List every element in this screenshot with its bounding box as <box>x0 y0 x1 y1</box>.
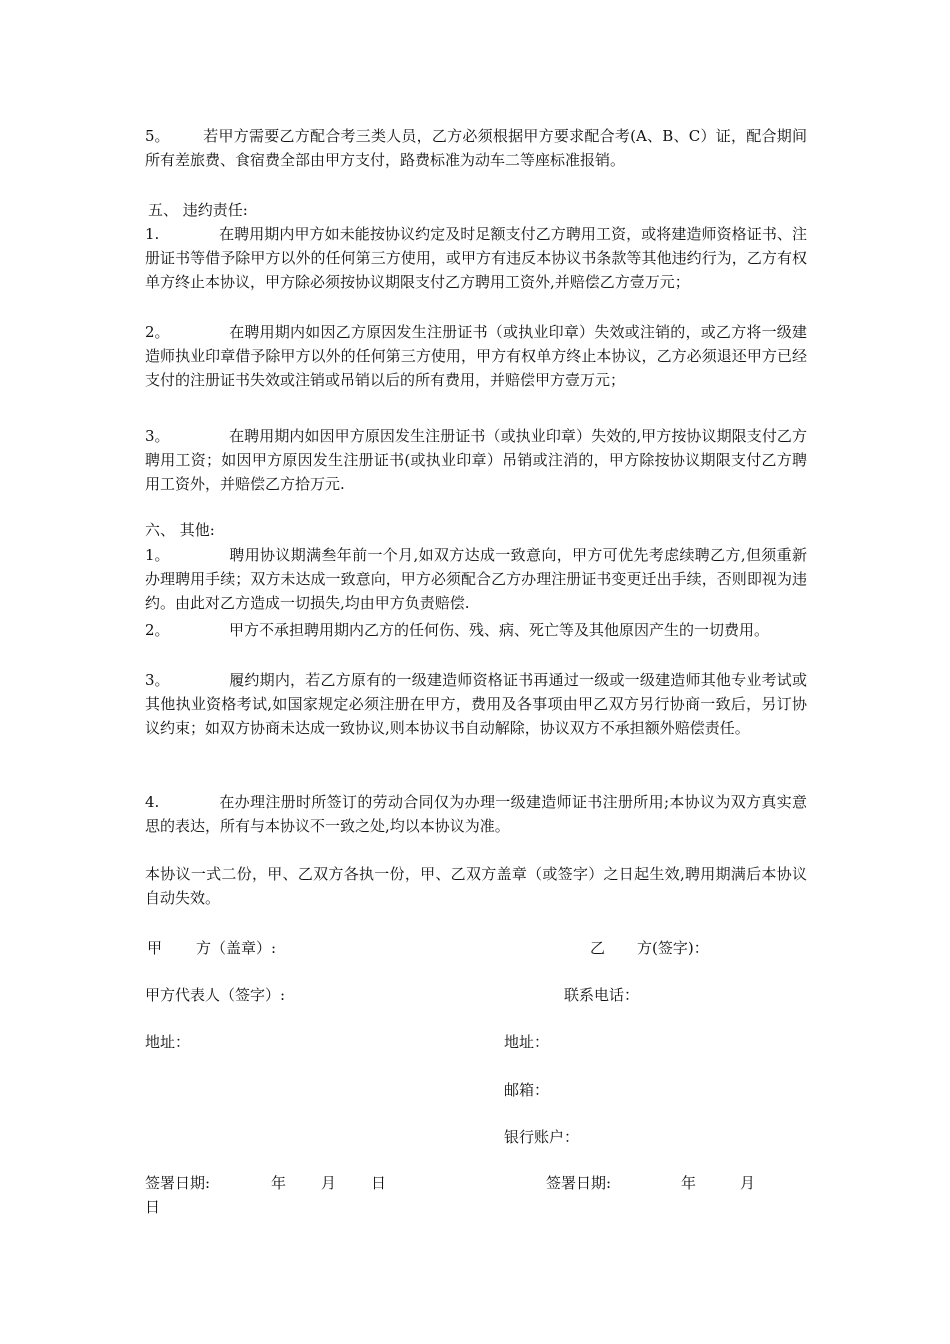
party-a-label <box>147 936 276 960</box>
address-label-a: 地址： <box>145 1033 191 1051</box>
item-text: 履约期内，若乙方原有的一级建造师资格证书再通过一级或一级建造师其他专业考试或其他执业资格考试,如国家规定必须注册在甲方，费用及各事项由甲乙双方另行协商一致后，另订协议约束；如双方协商未达成一致协议,则本协议书自动解除，协议双方不承担额外赔偿责任。 <box>145 671 807 737</box>
sign-date-label-b: 签署日期: <box>546 1174 612 1192</box>
item-text: 在办理注册时所签订的劳动合同仅为办理一级建造师证书注册所用;本协议为双方真实意思的表达，所有与本协议不一致之处,均以本协议为准。 <box>145 793 807 835</box>
item-number: 3。 <box>145 671 170 689</box>
other-item-3 <box>145 668 807 740</box>
item-number: 1。 <box>145 546 170 564</box>
clause-5 <box>145 124 807 172</box>
breach-item-3 <box>145 424 807 496</box>
item-text: 在聘用期内如因甲方原因发生注册证书（或执业印章）失效的,甲方按协议期限支付乙方聘用工资；如因甲方原因发生注册证书(或执业印章）吊销或注消的，甲方除按协议期限支付乙方聘用工资外，并赔偿乙方拾万元. <box>145 427 807 493</box>
party-a-stamp: 方（盖章）: <box>196 939 277 957</box>
item-text: 在聘用期内甲方如未能按协议约定及时足额支付乙方聘用工资，或将建造师资格证书、注册证书等借予除甲方以外的任何第三方使用，或甲方有违反本协议书条款等其他违约行为，乙方有权单方终止本协议，甲方除必须按协议期限支付乙方聘用工资外,并赔偿乙方壹万元； <box>145 225 807 291</box>
sign-day-b: 日 <box>145 1198 161 1216</box>
item-number: 1. <box>145 225 160 243</box>
sign-year-a: 年 <box>271 1174 287 1192</box>
section-heading-breach: 五、 违约责任: <box>148 201 248 219</box>
section-heading-other: 六、 其他: <box>145 521 215 539</box>
representative-label: 甲方代表人（签字）: <box>145 986 286 1004</box>
sign-month-a: 月 <box>321 1174 337 1192</box>
item-number: 3。 <box>145 427 170 445</box>
other-item-4 <box>145 790 807 838</box>
sign-date-label-a: 签署日期: <box>145 1174 211 1192</box>
party-b-sign: 方(签字)： <box>637 939 709 957</box>
party-b-label <box>590 936 709 960</box>
closing-paragraph: 本协议一式二份，甲、乙双方各执一份，甲、乙双方盖章（或签字）之日起生效,聘用期满后本协议自动失效。 <box>145 865 807 907</box>
party-a-char: 甲 <box>147 939 163 957</box>
address-label-b: 地址： <box>504 1033 550 1051</box>
breach-item-1 <box>145 222 807 294</box>
sign-month-b: 月 <box>740 1174 756 1192</box>
item-number: 2。 <box>145 621 170 639</box>
clause-text: 若甲方需要乙方配合考三类人员，乙方必须根据甲方要求配合考(A、B、C）证，配合期间所有差旅费、食宿费全部由甲方支付，路费标准为动车二等座标准报销。 <box>145 127 807 169</box>
sign-year-b: 年 <box>681 1174 697 1192</box>
sign-day-a: 日 <box>371 1174 387 1192</box>
phone-label: 联系电话： <box>564 986 640 1004</box>
other-item-2 <box>145 618 807 642</box>
other-item-1 <box>145 543 807 615</box>
party-b-char: 乙 <box>590 939 606 957</box>
clause-number: 5。 <box>145 127 170 145</box>
breach-item-2 <box>145 320 807 392</box>
item-text: 在聘用期内如因乙方原因发生注册证书（或执业印章）失效或注销的，或乙方将一级建造师执业印章借予除甲方以外的任何第三方使用，甲方有权单方终止本协议，乙方必须退还甲方已经支付的注册证书失效或注销或吊销以后的所有费用，并赔偿甲方壹万元； <box>145 323 807 389</box>
item-text: 聘用协议期满叁年前一个月,如双方达成一致意向，甲方可优先考虑续聘乙方,但须重新办理聘用手续；双方未达成一致意向，甲方必须配合乙方办理注册证书变更迁出手续，否则即视为违约。由此对乙方造成一切损失,均由甲方负责赔偿. <box>145 546 807 612</box>
email-label: 邮箱： <box>504 1081 550 1099</box>
item-text: 甲方不承担聘用期内乙方的任何伤、残、病、死亡等及其他原因产生的一切费用。 <box>229 621 770 639</box>
bank-account-label: 银行账户： <box>504 1128 580 1146</box>
item-number: 2。 <box>145 323 170 341</box>
item-number: 4. <box>145 793 160 811</box>
